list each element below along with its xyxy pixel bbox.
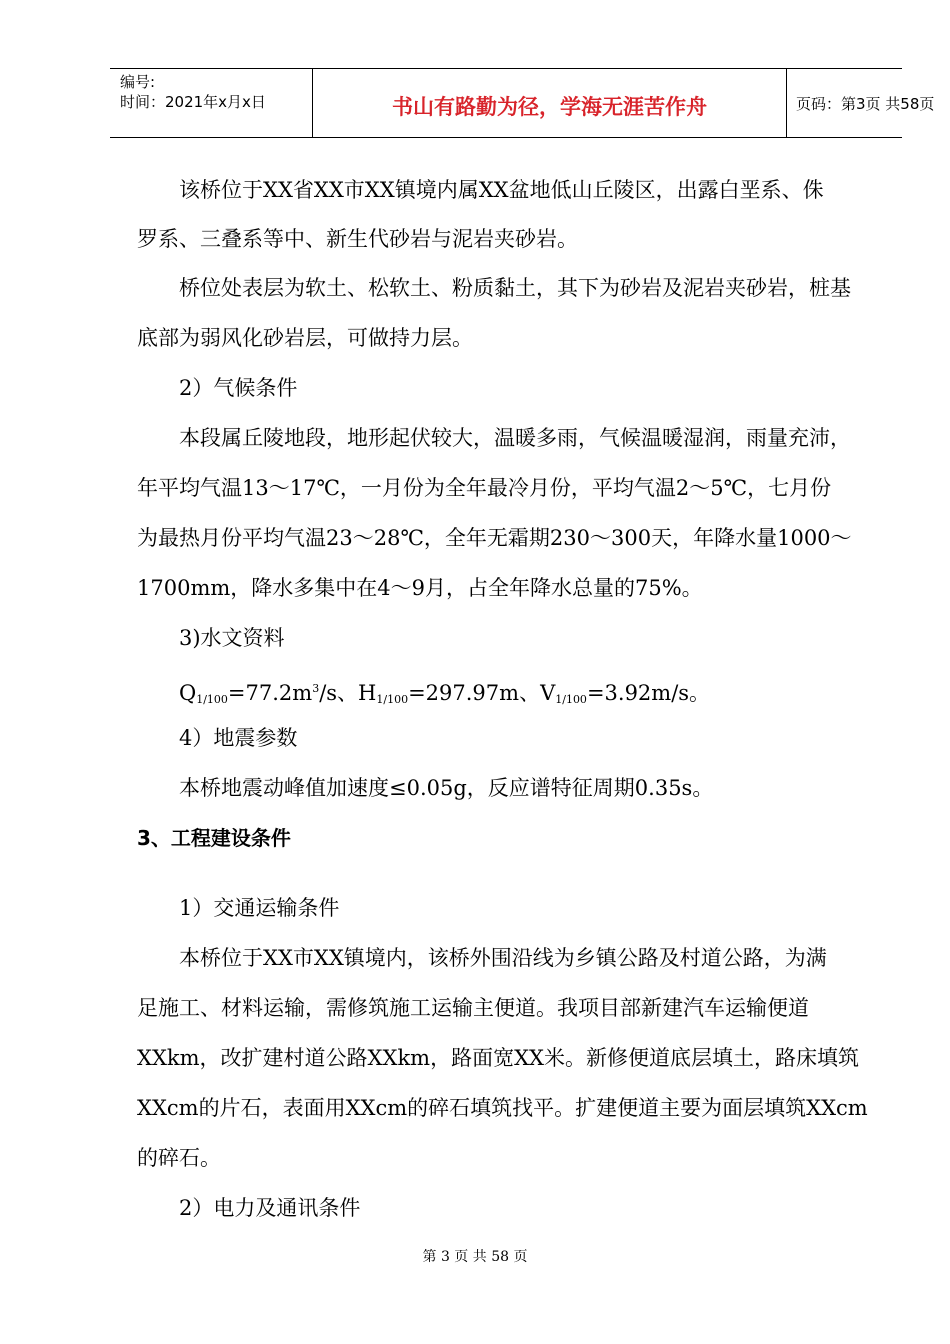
heading-seismic: 4）地震参数	[179, 726, 298, 750]
time-label: 时间：2021年x月x日	[120, 93, 266, 111]
header-info-cell	[110, 69, 313, 137]
heading-climate: 2）气候条件	[179, 376, 298, 400]
page-code: 页码：第3页 共58页	[796, 95, 935, 113]
paragraph-seismic: 本桥地震动峰值加速度≤0.05g，反应谱特征周期0.35s。	[179, 776, 714, 800]
heading-traffic: 1）交通运输条件	[179, 896, 340, 920]
motto: 书山有路勤为径，学海无涯苦作舟	[392, 95, 707, 119]
paragraph-soil-line1: 桥位处表层为软土、松软土、粉质黏土，其下为砂岩及泥岩夹砂岩，桩基	[179, 276, 851, 300]
paragraph-traffic-line2: 足施工、材料运输，需修筑施工运输主便道。我项目部新建汽车运输便道	[137, 996, 809, 1020]
paragraph-climate-line1: 本段属丘陵地段，地形起伏较大，温暖多雨，气候温暖湿润，雨量充沛，	[179, 426, 851, 450]
h-value: =297.97m、V	[408, 681, 556, 705]
heading-power: 2）电力及通讯条件	[179, 1196, 361, 1220]
q-superscript: 3	[312, 682, 320, 695]
paragraph-traffic-line3: XXkm，改扩建村道公路XXkm，路面宽XX米。新修便道底层填土，路床填筑	[137, 1046, 859, 1070]
paragraph-traffic-line5: 的碎石。	[137, 1146, 221, 1170]
q-subscript: 1/100	[196, 693, 228, 706]
v-subscript: 1/100	[555, 693, 587, 706]
h-subscript: 1/100	[376, 693, 409, 706]
q-value: =77.2m	[227, 681, 313, 705]
v-value: =3.92m/s。	[586, 681, 711, 705]
paragraph-geology-line2: 罗系、三叠系等中、新生代砂岩与泥岩夹砂岩。	[137, 227, 578, 251]
page-header	[110, 68, 935, 138]
heading-hydrology: 3)水文资料	[179, 626, 285, 650]
paragraph-traffic-line4: XXcm的片石，表面用XXcm的碎石填筑找平。扩建便道主要为面层填筑XXcm	[137, 1096, 868, 1120]
q-symbol: Q	[179, 681, 197, 705]
paragraph-climate-line2: 年平均气温13～17℃，一月份为全年最冷月份，平均气温2～5℃，七月份	[137, 476, 832, 500]
serial-label: 编号:	[120, 73, 156, 91]
q-unit: /s、H	[319, 681, 377, 705]
header-motto-cell	[313, 69, 787, 137]
header-page-cell	[787, 69, 935, 137]
paragraph-soil-line2: 底部为弱风化砂岩层，可做持力层。	[137, 326, 473, 350]
paragraph-geology-line1: 该桥位于XX省XX市XX镇境内属XX盆地低山丘陵区，出露白垩系、侏	[179, 178, 824, 202]
paragraph-climate-line4: 1700mm，降水多集中在4～9月，占全年降水总量的75%。	[137, 576, 703, 600]
paragraph-climate-line3: 为最热月份平均气温23～28℃，全年无霜期230～300天，年降水量1000～	[137, 526, 852, 550]
page-footer: 第 3 页 共 58 页	[422, 1249, 528, 1265]
paragraph-traffic-line1: 本桥位于XX市XX镇境内，该桥外围沿线为乡镇公路及村道公路，为满	[179, 946, 827, 970]
section-heading-construction: 3、工程建设条件	[137, 826, 291, 850]
